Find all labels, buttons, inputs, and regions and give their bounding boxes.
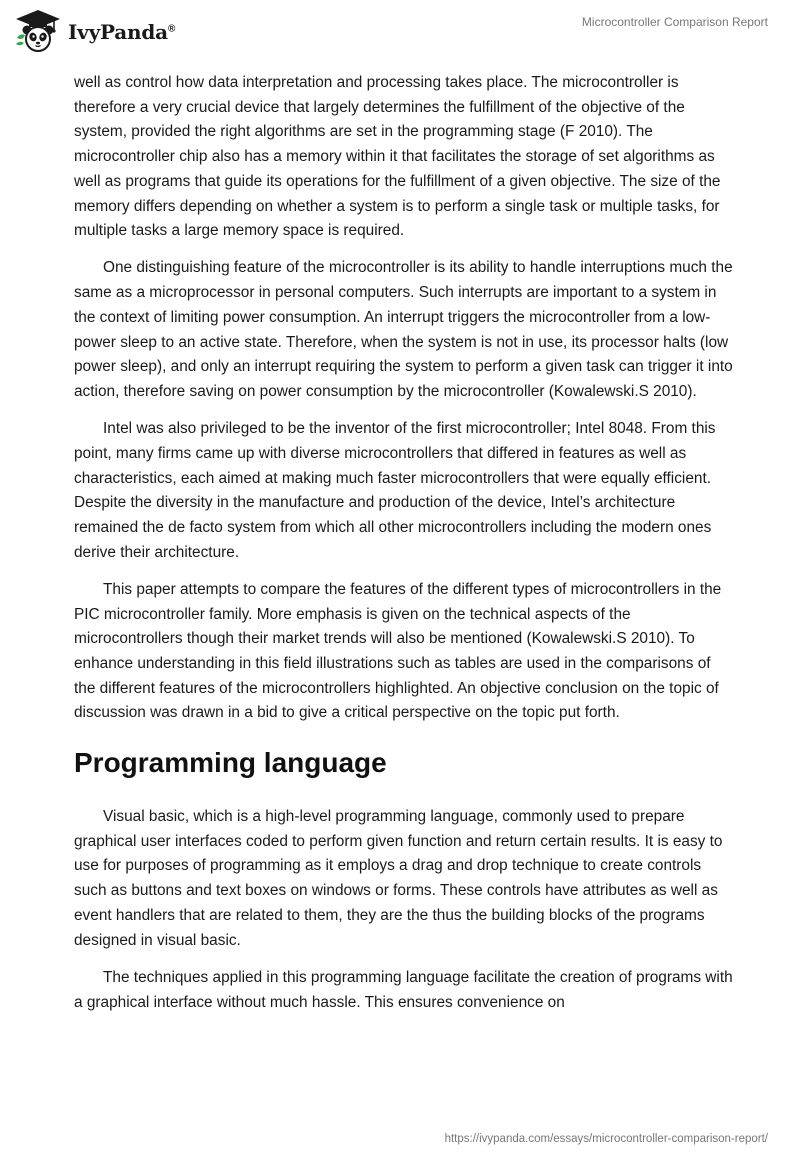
page-header <box>0 0 800 70</box>
document-title: Microcontroller Comparison Report <box>581 15 768 29</box>
ivypanda-logo[interactable] <box>14 8 175 54</box>
paragraph: well as control how data interpretation and processing takes place. The microcontroller is therefore a very crucial device that largely determines the fulfillment of the objective of the system, provided the right algorithms are set in the programming stage (F 2010). The microcontroller chip also has a memory within it that facilitates the storage of set algorithms as well as programs that guide its operations for the fulfillment of a given objective. The size of the memory differs depending on whether a system is to perform a single task or multiple tasks, for multiple tasks a large memory space is required. <box>74 74 721 240</box>
essay-body <box>74 71 734 1028</box>
paragraph: The techniques applied in this programming language facilitate the creation of programs with a graphical interface without much hassle. This ensures convenience on <box>74 968 733 1011</box>
logo-wordmark: IvyPanda® <box>68 20 176 44</box>
registered-mark: ® <box>167 23 176 35</box>
section-heading: Programming language <box>74 747 387 779</box>
paragraph: Intel was also privileged to be the inventor of the first microcontroller; Intel 8048. From this point, many firms came up with diverse microcontrollers that differed in features as well as characteristics, each aimed at making much faster microcontrollers that were equally efficient. Despite the diversity in the manufacture and production of the device, Intel’s architecture remained the de facto system from which all other microcontrollers including the modern ones derive their architecture. <box>74 420 716 561</box>
paragraph: This paper attempts to compare the features of the different types of microcontrollers in the PIC microcontroller family. More emphasis is given on the technical aspects of the microcontrollers though their market trends will also be mentioned (Kowalewski.S 2010). To enhance understanding in this field illustrations such as tables are used in the comparisons of the different features of the microcontrollers highlighted. An objective conclusion on the topic of discussion was drawn in a bid to give a critical perspective on the topic put forth. <box>74 580 722 722</box>
source-url-link[interactable]: https://ivypanda.com/essays/microcontroller-comparison-report/ <box>444 1133 768 1145</box>
panda-graduate-icon <box>14 8 62 54</box>
paragraph: Visual basic, which is a high-level programming language, commonly used to prepare graphical user interfaces coded to perform given function and return certain results. It is easy to use for purposes of programming as it employs a drag and drop technique to create controls such as buttons and text boxes on windows or forms. These controls have attributes as well as event handlers that are related to them, they are the thus the building blocks of the programs designed in visual basic. <box>74 808 723 949</box>
paragraph: One distinguishing feature of the microcontroller is its ability to handle interruptions much the same as a microprocessor in personal computers. Such interrupts are important to a system in the context of limiting power consumption. An interrupt triggers the microcontroller from a low-power sleep to an active state. Therefore, when the system is not in use, its processor halts (low power sleep), and only an interrupt requiring the system to perform a given task can trigger it into action, therefore saving on power consumption by the microcontroller (Kowalewski.S 2010). <box>74 259 733 400</box>
